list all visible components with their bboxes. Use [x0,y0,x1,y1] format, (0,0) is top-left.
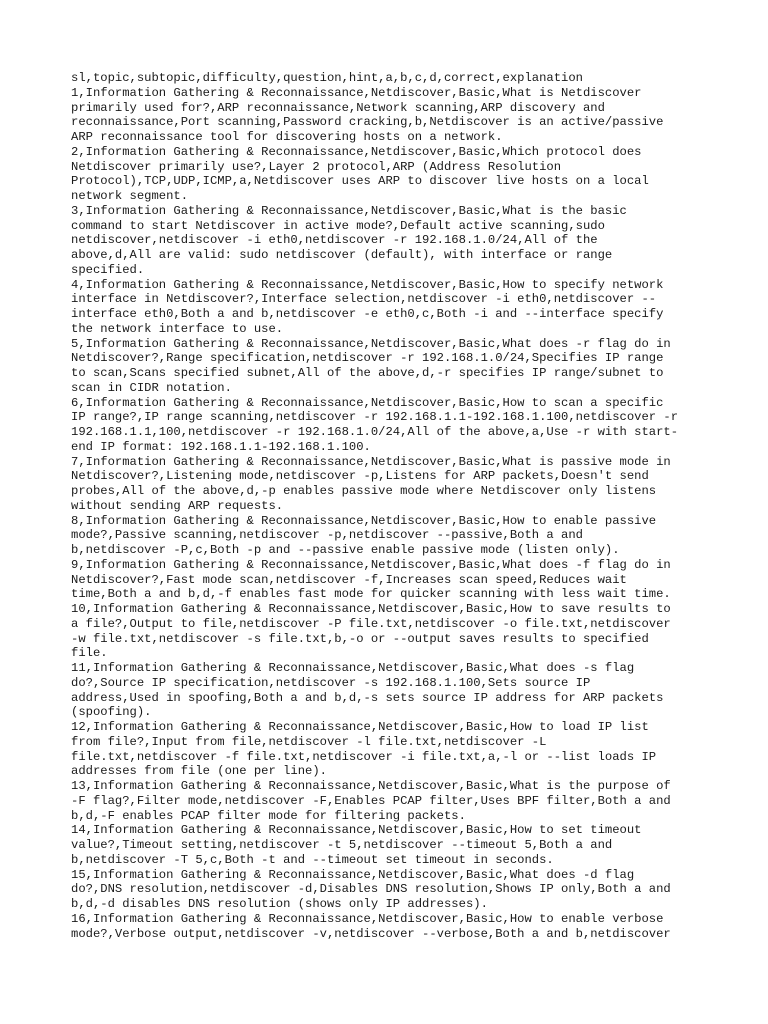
text-line: specified. [71,262,145,277]
text-line: 15,Information Gathering & Reconnaissance,Netdiscover,Basic,What does -d flag [71,867,635,882]
text-line: b,d,-d disables DNS resolution (shows only IP addresses). [71,897,488,911]
text-line: value?,Timeout setting,netdiscover -t 5,netdiscover --timeout 5,Both a and [71,838,613,852]
text-line: (spoofing). [71,705,152,720]
text-line: 12,Information Gathering & Reconnaissance,Netdiscover,Basic,How to load IP list [71,720,649,734]
text-line: Netdiscover?,Range specification,netdiscover -r 192.168.1.0/24,Specifies IP range [71,351,664,366]
text-line: 13,Information Gathering & Reconnaissance,Netdiscover,Basic,What is the purpose of [71,779,671,793]
text-line: IP range?,IP range scanning,netdiscover -r 192.168.1.1-192.168.1.100,netdiscover -r [71,410,679,425]
text-line: mode?,Verbose output,netdiscover -v,netdiscover --verbose,Both a and b,netdiscover [71,926,671,941]
text-line: without sending ARP requests. [71,498,284,513]
text-line: file.txt,netdiscover -f file.txt,netdiscover -i file.txt,a,-l or --list loads IP [71,749,657,764]
text-line: the network interface to use. [71,321,284,336]
text-line: 4,Information Gathering & Reconnaissance,Netdiscover,Basic,How to specify network [71,277,664,292]
text-line: -F flag?,Filter mode,netdiscover -F,Enables PCAP filter,Uses BPF filter,Both a and [71,793,671,808]
text-line: end IP format: 192.168.1.1-192.168.1.100. [71,439,371,454]
text-line: interface in Netdiscover?,Interface selection,netdiscover -i eth0,netdiscover -- [71,292,657,307]
text-line: -w file.txt,netdiscover -s file.txt,b,-o or --output saves results to specified [71,631,649,646]
text-line: 6,Information Gathering & Reconnaissance,Netdiscover,Basic,How to scan a specific [71,395,664,410]
text-line: 192.168.1.1,100,netdiscover -r 192.168.1.0/24,All of the above,a,Use -r with start- [71,425,679,439]
text-line: interface eth0,Both a and b,netdiscover -e eth0,c,Both -i and --interface specify [71,307,664,321]
text-line: command to start Netdiscover in active mode?,Default active scanning,sudo [71,218,605,233]
text-line: b,d,-F enables PCAP filter mode for filtering packets. [71,808,466,823]
text-line: b,netdiscover -P,c,Both -p and --passive enable passive mode (listen only). [71,543,620,557]
text-line: addresses from file (one per line). [71,764,327,779]
text-line: scan in CIDR notation. [71,380,232,395]
text-line: sl,topic,subtopic,difficulty,question,hint,a,b,c,d,correct,explanation [71,71,583,85]
text-line: 3,Information Gathering & Reconnaissance,Netdiscover,Basic,What is the basic [71,203,627,218]
text-line: primarily used for?,ARP reconnaissance,Network scanning,ARP discovery and [71,100,605,115]
text-line: to scan,Scans specified subnet,All of the above,d,-r specifies IP range/subnet to [71,366,664,380]
text-line: ARP reconnaissance tool for discovering hosts on a network. [71,130,503,144]
text-line: Netdiscover?,Listening mode,netdiscover -p,Listens for ARP packets,Doesn't send [71,469,649,484]
text-line: a file?,Output to file,netdiscover -P file.txt,netdiscover -o file.txt,netdiscover [71,616,671,631]
text-line: 2,Information Gathering & Reconnaissance,Netdiscover,Basic,Which protocol does [71,144,642,159]
text-line: 5,Information Gathering & Reconnaissance,Netdiscover,Basic,What does -r flag do in [71,336,671,351]
text-line: reconnaissance,Port scanning,Password cracking,b,Netdiscover is an active/passive [71,115,664,130]
text-line: file. [71,646,108,661]
text-line: 1,Information Gathering & Reconnaissance,Netdiscover,Basic,What is Netdiscover [71,85,642,100]
text-line: Protocol),TCP,UDP,ICMP,a,Netdiscover uses ARP to discover live hosts on a local [71,174,649,189]
text-line: mode?,Passive scanning,netdiscover -p,netdiscover --passive,Both a and [71,528,583,543]
text-line: 9,Information Gathering & Reconnaissance,Netdiscover,Basic,What does -f flag do in [71,557,671,572]
document-page [71,71,701,941]
text-line: 16,Information Gathering & Reconnaissance,Netdiscover,Basic,How to enable verbose [71,911,664,926]
text-line: above,d,All are valid: sudo netdiscover (default), with interface or range [71,248,613,262]
text-line: Netdiscover primarily use?,Layer 2 protocol,ARP (Address Resolution [71,159,562,174]
text-line: netdiscover,netdiscover -i eth0,netdiscover -r 192.168.1.0/24,All of the [71,233,598,248]
text-line: Netdiscover?,Fast mode scan,netdiscover -f,Increases scan speed,Reduces wait [71,572,627,587]
text-line: probes,All of the above,d,-p enables passive mode where Netdiscover only listens [71,484,657,498]
text-line: network segment. [71,189,189,203]
text-line: 8,Information Gathering & Reconnaissance,Netdiscover,Basic,How to enable passive [71,513,657,528]
text-line: 11,Information Gathering & Reconnaissance,Netdiscover,Basic,What does -s flag [71,661,635,675]
text-line: b,netdiscover -T 5,c,Both -t and --timeout set timeout in seconds. [71,852,554,867]
text-line: from file?,Input from file,netdiscover -l file.txt,netdiscover -L [71,734,547,749]
text-line: 10,Information Gathering & Reconnaissance,Netdiscover,Basic,How to save results to [71,602,671,616]
text-line: time,Both a and b,d,-f enables fast mode for quicker scanning with less wait time. [71,587,671,602]
text-line: do?,Source IP specification,netdiscover -s 192.168.1.100,Sets source IP [71,675,591,690]
text-line: 7,Information Gathering & Reconnaissance,Netdiscover,Basic,What is passive mode in [71,454,671,469]
text-line: 14,Information Gathering & Reconnaissance,Netdiscover,Basic,How to set timeout [71,823,642,838]
text-line: do?,DNS resolution,netdiscover -d,Disables DNS resolution,Shows IP only,Both a and [71,882,671,897]
text-line: address,Used in spoofing,Both a and b,d,-s sets source IP address for ARP packets [71,690,664,705]
